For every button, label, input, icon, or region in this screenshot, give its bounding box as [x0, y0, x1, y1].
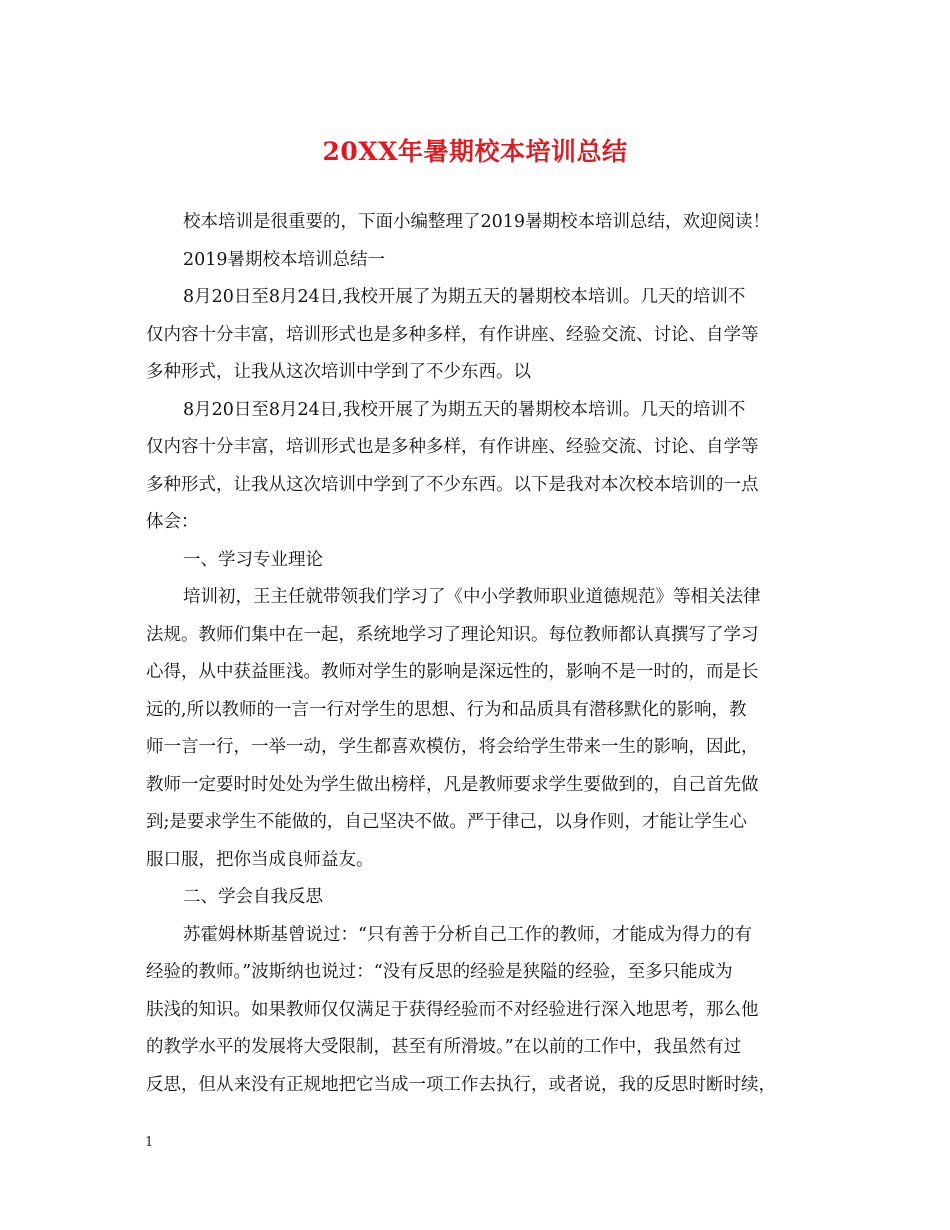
text-line: 体会： [146, 512, 199, 532]
text-line: 远的,所以教师的一言一行对学生的思想、行为和品质具有潜移默化的影响，教 [146, 699, 747, 720]
text-line: 仅内容十分丰富，培训形式也是多种多样，有作讲座、经验交流、讨论、自学等 [146, 324, 759, 345]
page-number: 1 [145, 1135, 154, 1150]
text-line: 多种形式，让我从这次培训中学到了不少东西。以 [146, 362, 531, 382]
document-body [146, 204, 810, 1104]
text-line: 反思，但从来没有正规地把它当成一项工作去执行，或者说，我的反思时断时续， [146, 1074, 776, 1095]
text-line: 8月20日至8月24日,我校开展了为期五天的暑期校本培训。几天的培训不 [183, 399, 746, 420]
text-line: 一、学习专业理论 [183, 549, 323, 570]
text-line: 肤浅的知识。如果教师仅仅满足于获得经验而不对经验进行深入地思考，那么他 [146, 999, 759, 1020]
text-line: 2019暑期校本培训总结一 [183, 249, 386, 270]
document-title: 20XX年暑期校本培训总结 [322, 137, 628, 166]
text-line: 多种形式，让我从这次培训中学到了不少东西。以下是我对本次校本培训的一点 [146, 474, 759, 495]
text-line: 二、学会自我反思 [183, 887, 323, 907]
text-line: 的教学水平的发展将大受限制，甚至有所滑坡。”在以前的工作中，我虽然有过 [146, 1037, 742, 1057]
text-line: 心得，从中获益匪浅。教师对学生的影响是深远性的，影响不是一时的，而是长 [146, 662, 759, 682]
text-line: 校本培训是很重要的，下面小编整理了2019暑期校本培训总结，欢迎阅读！ [183, 212, 771, 232]
text-line: 8月20日至8月24日,我校开展了为期五天的暑期校本培训。几天的培训不 [183, 287, 746, 307]
text-line: 教师一定要时时处处为学生做出榜样，凡是教师要求学生要做到的，自己首先做 [146, 774, 759, 795]
text-line: 苏霍姆林斯基曾说过：“只有善于分析自己工作的教师，才能成为得力的有 [183, 924, 752, 945]
text-line: 法规。教师们集中在一起，系统地学习了理论知识。每位教师都认真撰写了学习 [146, 624, 759, 645]
text-line: 培训初，王主任就带领我们学习了《中小学教师职业道德规范》等相关法律 [183, 587, 761, 607]
text-line: 到;是要求学生不能做的，自己坚决不做。严于律己，以身作则，才能让学生心 [146, 812, 747, 832]
text-line: 经验的教师。”波斯纳也说过：“没有反思的经验是狭隘的经验，至多只能成为 [146, 962, 733, 982]
text-line: 仅内容十分丰富，培训形式也是多种多样，有作讲座、经验交流、讨论、自学等 [146, 437, 759, 457]
text-line: 服口服，把你当成良师益友。 [146, 849, 374, 870]
text-line: 师一言一行，一举一动，学生都喜欢模仿，将会给学生带来一生的影响，因此， [146, 737, 759, 757]
